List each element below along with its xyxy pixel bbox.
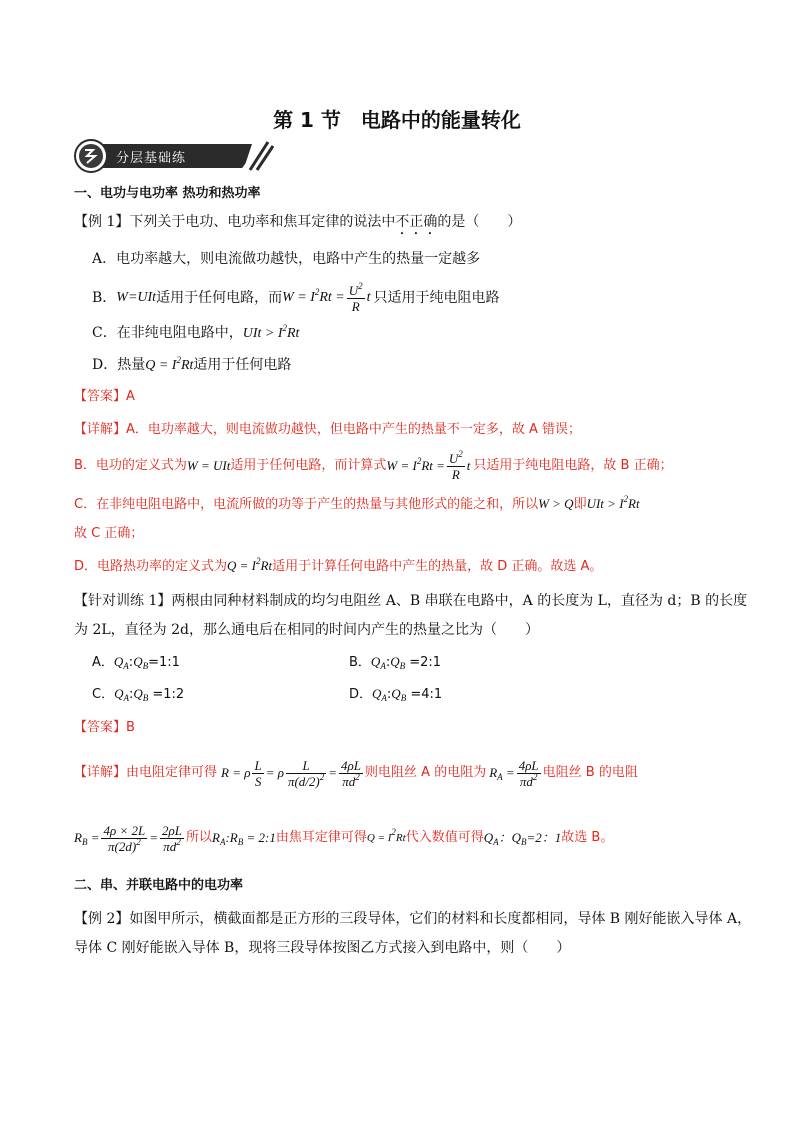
page-title: 第 1 节 电路中的能量转化 (273, 108, 521, 132)
detail-line: 【详解】A．电功率越大，则电流做功越快，但电路中产生的热量不一定多，故 A 错误； (74, 422, 582, 437)
stem-emphasis: 不正确 (395, 214, 438, 230)
detail-line: 故 C 正确； (74, 526, 144, 541)
option-d: D．热量$Q = I^2Rt$适用于任何电路 (92, 355, 292, 373)
formula: UIt > $I^2Rt$ (242, 323, 300, 341)
option-b: B．$Q_A:Q_B$ =2:1 (349, 654, 442, 671)
answer: 【答案】B (74, 720, 135, 735)
detail-line: C．在非纯电阻电路中，电流所做的功等于产生的热量与其他形式的能之和，所以W > Q即UIt > $I^2Rt$ (74, 494, 640, 512)
section-banner (74, 138, 274, 174)
banner-label: 分层基础练 (116, 151, 187, 166)
question-stem (74, 212, 521, 238)
formula: W = UIt (186, 458, 231, 473)
stem-text: 【例 1】下列关于电功、电功率和焦耳定律的说法中 (74, 214, 396, 230)
question-stem: 【针对训练 1】两根由同种材料制成的均匀电阻丝 A、B 串联在电路中，A 的长度为 L，直径为 d；B 的长度 (74, 593, 748, 609)
detail-line: $R_B$ = $\frac{4\rho \times 2L}{\pi(2d)^2}$ = $\frac{2\rho L}{\pi d^2}$ 所以 $R_A:R_B$ = 2:1 由焦耳定律可得 $Q = I^2Rt$ 代入数值可得 $Q_A$：$Q_B=2$：1 故选 B。 (74, 822, 614, 854)
detail-line: B．电功的定义式为 W = UIt 适用于任何电路，而计算式 $W = I^2Rt$ = $\frac{U^2}{R}$ t 只适用于纯电阻电路，故 B 正确； (74, 448, 673, 482)
option-c: C．在非纯电阻电路中，UIt > $I^2Rt$ (92, 323, 300, 341)
option-a: A．$Q_A:Q_B=1:1$ (92, 654, 180, 671)
option-b: B． W=UIt 适用于任何电路，而 $W = I^2Rt$ = $\frac{U^2}{R}$ t 只适用于纯电阻电路 (92, 280, 500, 314)
question-stem: 导体 C 刚好能嵌入导体 B，现将三段导体按图乙方式接入到电路中，则（ ） (74, 940, 571, 956)
formula: $W = I^2Rt$ = (282, 287, 345, 305)
formula: W=UIt (116, 290, 157, 305)
option-a: A．电功率越大，则电流做功越快，电路中产生的热量一定越多 (92, 251, 481, 267)
formula: $W = I^2Rt$ = (386, 456, 445, 473)
fraction: $\frac{U^2}{R}$ (348, 280, 363, 314)
detail-line: D．电路热功率的定义式为$Q = I^2Rt$适用于计算任何电路中产生的热量，故 D 正确。故选 A。 (74, 556, 603, 574)
detail-line: 【详解】由电阻定律可得 R = ρ $\frac{L}{S}$ = ρ $\frac{L}{\pi(d/2)^2}$ = $\frac{4\rho L}{\pi d^2}$ 则电阻丝 A 的电阻为 $R_A$ = $\frac{4\rho L}{\pi d^2}$ 电阻丝 B 的电阻 (74, 757, 638, 789)
question-stem: 【例 2】如图甲所示，横截面都是正方形的三段导体，它们的材料和长度都相同，导体 B 刚好能嵌入导体 A， (74, 911, 752, 927)
section-heading: 二、串、并联电路中的电功率 (74, 878, 244, 893)
section-heading: 一、电功与电功率 热功和热功率 (74, 186, 261, 201)
option-d: D．$Q_A:Q_B$ =4:1 (349, 686, 443, 703)
fraction: $\frac{U^2}{R}$ (448, 448, 463, 482)
stem-suffix: 的是（ ） (437, 214, 522, 230)
formula: $Q = I^2Rt$ (145, 355, 194, 373)
answer: 【答案】A (74, 389, 135, 404)
question-stem: 为 2L，直径为 2d，那么通电后在相同的时间内产生的热量之比为（ ） (74, 622, 539, 638)
option-c: C．$Q_A:Q_B$ =1:2 (92, 686, 185, 703)
